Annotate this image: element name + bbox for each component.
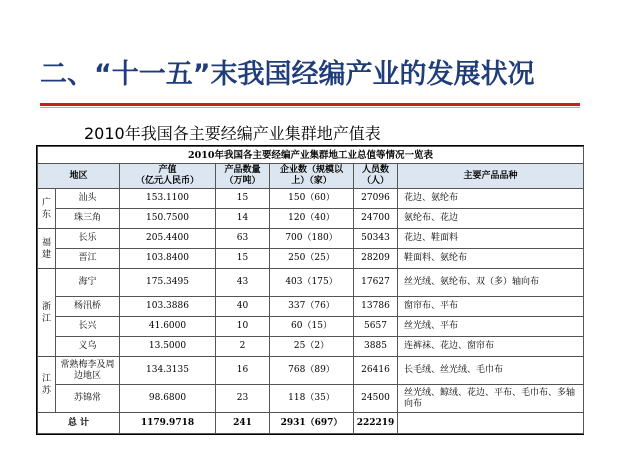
header-products: 主要产品品种 [398,164,584,189]
table-header-row [38,164,584,189]
cell-quantity: 40 [216,297,270,317]
cell-products: 窗帘布、平布 [398,297,584,317]
cell-products: 连裤袜、花边、窗帘布 [398,337,584,357]
cell-output: 205.4400 [120,229,216,249]
table-row [38,317,584,337]
cell-output: 13.5000 [120,337,216,357]
table-caption-row [38,147,584,164]
province-cell [38,189,56,229]
cell-staff: 17627 [354,269,398,297]
total-row [38,413,584,434]
industry-cluster-table [36,145,584,435]
header-quantity: 产品数量 （万吨） [216,164,270,189]
table-row [38,209,584,229]
table-body [38,189,584,413]
slide-title: 二、“十一五”末我国经编产业的发展状况 [40,59,535,90]
cell-companies: 403（175） [270,269,354,297]
cell-city: 晋江 [56,249,120,269]
title-underline-red [40,103,580,106]
cell-staff: 27096 [354,189,398,209]
cell-quantity: 2 [216,337,270,357]
table-row [38,229,584,249]
province-char: 福 [41,237,51,248]
cell-staff: 13786 [354,297,398,317]
cell-output: 175.3495 [120,269,216,297]
cell-products: 丝光绒、鲸绒、花边、平布、毛巾布、多轴向布 [398,385,584,413]
total-companies: 2931（697） [270,413,354,434]
cell-output: 103.3886 [120,297,216,317]
cell-products: 鞋面料、氨纶布 [398,249,584,269]
cell-quantity: 15 [216,249,270,269]
cell-staff: 50343 [354,229,398,249]
title-underline-gray [40,107,580,108]
cell-output: 153.1100 [120,189,216,209]
table-caption: 2010年我国各主要经编产业集群地工业总值等情况一览表 [38,147,584,164]
cell-city: 长乐 [56,229,120,249]
cell-city: 苏锦常 [56,385,120,413]
cell-quantity: 23 [216,385,270,413]
cell-products: 长毛绒、丝光绒、毛巾布 [398,357,584,385]
province-char: 东 [41,209,51,220]
cell-companies: 118（35） [270,385,354,413]
cell-staff: 5657 [354,317,398,337]
cell-companies: 337（76） [270,297,354,317]
header-region: 地区 [38,164,120,189]
table-row [38,385,584,413]
cell-companies: 25（2） [270,337,354,357]
province-char: 江 [41,373,51,384]
cell-output: 103.8400 [120,249,216,269]
cell-city: 常熟梅李及周边地区 [56,357,120,385]
cell-staff: 28209 [354,249,398,269]
cell-quantity: 14 [216,209,270,229]
province-char: 苏 [41,385,51,396]
total-staff: 222219 [354,413,398,434]
cell-quantity: 10 [216,317,270,337]
table-row [38,189,584,209]
cell-city: 汕头 [56,189,120,209]
table-row [38,249,584,269]
province-char: 广 [41,197,51,208]
cell-products: 氨纶布、花边 [398,209,584,229]
cell-staff: 24700 [354,209,398,229]
cell-companies: 150（60） [270,189,354,209]
province-char: 江 [41,313,51,324]
province-char: 建 [41,249,51,260]
table-row [38,269,584,297]
cell-products: 花边、氨纶布 [398,189,584,209]
cell-city: 海宁 [56,269,120,297]
table-row [38,357,584,385]
cell-city: 长兴 [56,317,120,337]
total-output: 1179.9718 [120,413,216,434]
province-char: 浙 [41,301,51,312]
table-subtitle: 2010年我国各主要经编产业集群地产值表 [84,124,381,143]
total-quantity: 241 [216,413,270,434]
cell-city: 杨汛桥 [56,297,120,317]
cell-companies: 768（89） [270,357,354,385]
cell-companies: 250（25） [270,249,354,269]
province-cell [38,357,56,413]
cell-products: 丝光绒、氨纶布、双（多）轴向布 [398,269,584,297]
cell-output: 41.6000 [120,317,216,337]
province-cell [38,269,56,357]
cell-output: 134.3135 [120,357,216,385]
table-row [38,337,584,357]
cell-companies: 60（15） [270,317,354,337]
cell-products: 丝光绒、平布 [398,317,584,337]
table-row [38,297,584,317]
cell-quantity: 63 [216,229,270,249]
cell-companies: 120（40） [270,209,354,229]
total-products [398,413,584,434]
cell-staff: 26416 [354,357,398,385]
province-cell [38,229,56,269]
cell-staff: 3885 [354,337,398,357]
cell-quantity: 43 [216,269,270,297]
cell-output: 150.7500 [120,209,216,229]
header-output: 产值 （亿元人民币） [120,164,216,189]
total-label: 总 计 [38,413,120,434]
cell-city: 义乌 [56,337,120,357]
cell-city: 珠三角 [56,209,120,229]
header-companies: 企业数（规模以 上）（家） [270,164,354,189]
cell-staff: 24500 [354,385,398,413]
cell-quantity: 15 [216,189,270,209]
cell-products: 花边、鞋面料 [398,229,584,249]
cell-quantity: 16 [216,357,270,385]
header-staff: 人员数 （人） [354,164,398,189]
cell-companies: 700（180） [270,229,354,249]
cell-output: 98.6800 [120,385,216,413]
